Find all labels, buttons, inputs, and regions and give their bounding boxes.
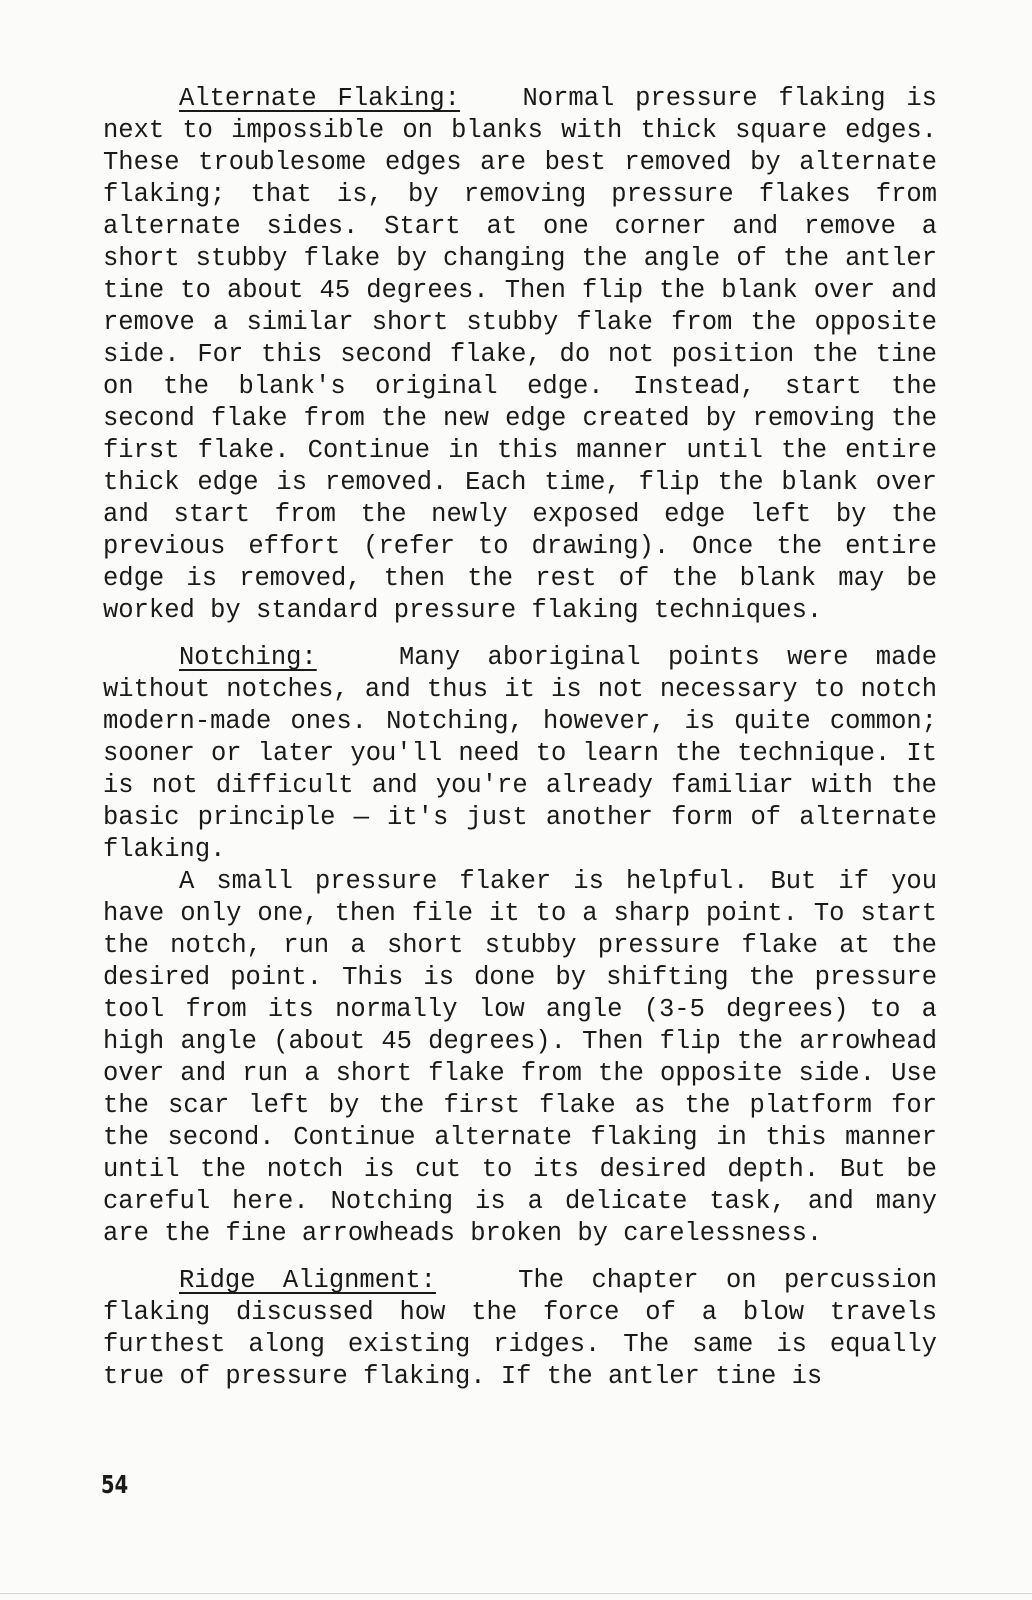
section-heading-alternate-flaking: Alternate Flaking: [179, 84, 460, 113]
paragraph-text: Normal pressure flaking is next to impossible on blanks with thick square edges. These troublesome edges are best removed by alternate flaking; that is, by removing pressure flakes from alternate sides. Start at one corner and remove a short stubby flake by changing the angle of the antler tine to about 45 degrees. Then flip the blank over and remove a similar short stubby flake from the opposite side. For this second flake, do not position the tine on the blank's original edge. Instead, start the second flake from the new edge created by removing the first flake. Continue in this manner until the entire thick edge is removed. Each time, flip the blank over and start from the newly exposed edge left by the previous effort (refer to drawing). Once the entire edge is removed, then the rest of the blank may be worked by standard pressure flaking techniques. [103, 84, 937, 625]
body-text [103, 83, 937, 1393]
paragraph-alternate-flaking [103, 83, 937, 627]
paragraph-notching-continued [103, 866, 937, 1250]
paragraph-text: A small pressure flaker is helpful. But if you have only one, then file it to a sharp point. To start the notch, run a short stubby pressure flake at the desired point. This is done by shifting the pressure tool from its normally low angle (3-5 degrees) to a high angle (about 45 degrees). Then flip the arrowhead over and run a short flake from the opposite side. Use the scar left by the first flake as the platform for the second. Continue alternate flaking in this manner until the notch is cut to its desired depth. But be careful here. Notching is a delicate task, and many are the fine arrowheads broken by carelessness. [103, 867, 937, 1248]
page-number: 54 [101, 1470, 129, 1499]
paragraph-notching [103, 642, 937, 866]
paragraph-ridge-alignment [103, 1265, 937, 1393]
section-heading-notching: Notching: [179, 643, 317, 672]
scan-edge-divider [0, 1593, 1032, 1594]
section-heading-ridge-alignment: Ridge Alignment: [179, 1266, 436, 1295]
paragraph-text: Many aboriginal points were made without notches, and thus it is not necessary to notch modern-made ones. Notching, however, is quite common; sooner or later you'll need to learn the technique. It is not difficult and you're already familiar with the basic principle — it's just another form of alternate flaking. [103, 643, 937, 864]
paragraph-text: The chapter on percussion flaking discussed how the force of a blow travels furthest along existing ridges. The same is equally true of pressure flaking. If the antler tine is [103, 1266, 937, 1391]
